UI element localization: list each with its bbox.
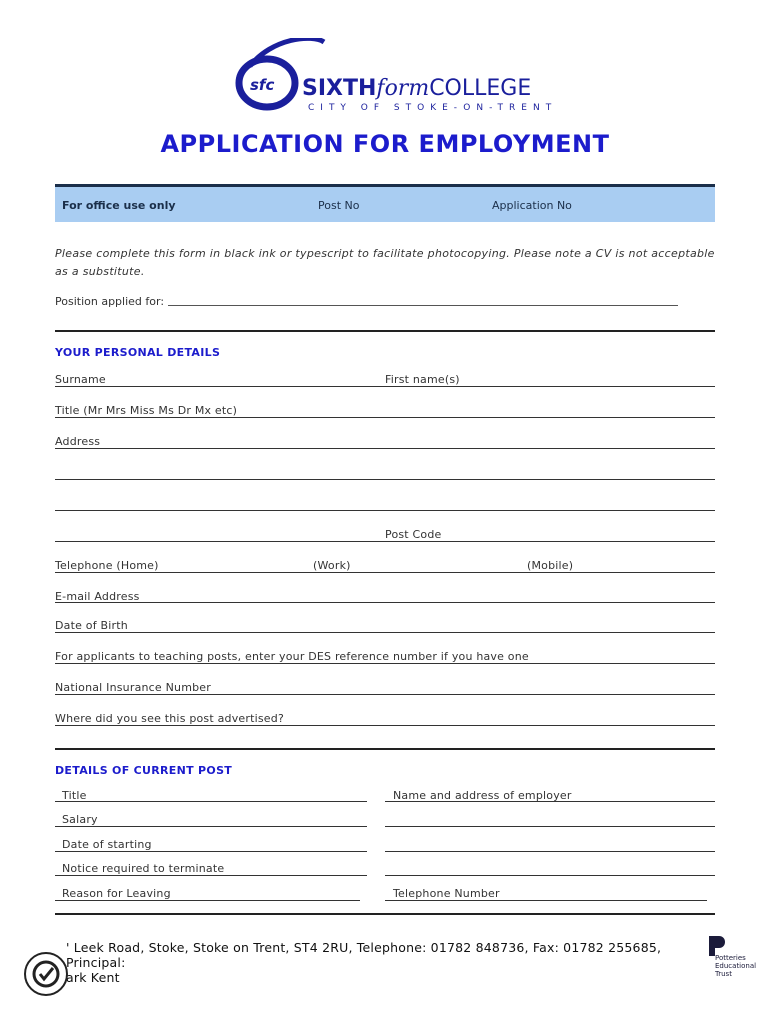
post-code-label: Post Code (385, 528, 442, 541)
footer-line-2: ark Kent (66, 970, 120, 985)
date-start-field[interactable] (55, 851, 367, 852)
office-use-label: For office use only (62, 199, 176, 212)
surname-field[interactable] (55, 386, 715, 387)
employer-field-1[interactable] (385, 801, 715, 802)
address-label: Address (55, 435, 101, 448)
divider (55, 748, 715, 750)
notice-label: Notice required to terminate (62, 862, 225, 875)
advert-field[interactable] (55, 725, 715, 726)
post-title-label: Title (62, 789, 87, 802)
ni-label: National Insurance Number (55, 681, 211, 694)
post-no-label: Post No (318, 199, 360, 212)
des-label: For applicants to teaching posts, enter your DES reference number if you have one (55, 650, 529, 663)
footer-address (66, 940, 716, 985)
dob-label: Date of Birth (55, 619, 128, 632)
email-label: E-mail Address (55, 590, 140, 603)
title-field[interactable] (55, 417, 715, 418)
employer-label: Name and address of employer (393, 789, 572, 802)
logo-form: form (376, 76, 430, 101)
personal-details-heading: YOUR PERSONAL DETAILS (55, 346, 221, 359)
salary-label: Salary (62, 813, 98, 826)
logo-tagline: CITY OF STOKE-ON-TRENT (308, 103, 558, 113)
office-use-bar (55, 184, 715, 222)
dob-field[interactable] (55, 632, 715, 633)
positive-about-disabled-badge-icon (22, 950, 70, 998)
logo-college: COLLEGE (429, 76, 532, 101)
first-names-label: First name(s) (385, 373, 460, 386)
current-post-heading: DETAILS OF CURRENT POST (55, 764, 233, 777)
address-field-1[interactable] (55, 448, 715, 449)
divider (55, 913, 715, 915)
position-label: Position applied for: (55, 295, 165, 308)
surname-label: Surname (55, 373, 106, 386)
tel-home-label: Telephone (Home) (55, 559, 159, 572)
address-field-2[interactable] (55, 479, 715, 480)
tel-mobile-label: (Mobile) (527, 559, 574, 572)
telephone-field[interactable] (55, 572, 715, 573)
address-field-3[interactable] (55, 510, 715, 511)
position-field[interactable] (168, 305, 678, 306)
post-code-field[interactable] (55, 541, 715, 542)
title-label: Title (Mr Mrs Miss Ms Dr Mx etc) (55, 404, 238, 417)
employer-field-3[interactable] (385, 851, 715, 852)
divider (55, 330, 715, 332)
post-title-field[interactable] (55, 801, 367, 802)
logo-sixth: SIXTH (302, 76, 377, 101)
date-start-label: Date of starting (62, 838, 152, 851)
reason-field[interactable] (55, 900, 360, 901)
logo-wordmark (302, 76, 531, 101)
employer-field-2[interactable] (385, 826, 715, 827)
salary-field[interactable] (55, 826, 367, 827)
application-no-label: Application No (492, 199, 572, 212)
intro-text: Please complete this form in black ink or typescript to facilitate photocopying. Please note a CV is not acceptable as a substitute. (55, 247, 715, 278)
advert-label: Where did you see this post advertised? (55, 712, 284, 725)
email-field[interactable] (55, 602, 715, 603)
ni-field[interactable] (55, 694, 715, 695)
footer-line-1: ' Leek Road, Stoke, Stoke on Trent, ST4 2RU, Telephone: 01782 848736, Fax: 01782 255685, Principal: (66, 940, 662, 970)
employer-field-4[interactable] (385, 875, 715, 876)
potteries-trust-text: Potteries Educational Trust (715, 954, 757, 978)
tel-work-label: (Work) (313, 559, 351, 572)
page-title: APPLICATION FOR EMPLOYMENT (160, 130, 610, 158)
logo-mark-text: sfc (250, 76, 275, 94)
reason-label: Reason for Leaving (62, 887, 171, 900)
des-field[interactable] (55, 663, 715, 664)
telephone-number-field[interactable] (385, 900, 707, 901)
notice-field[interactable] (55, 875, 367, 876)
telephone-number-label: Telephone Number (393, 887, 500, 900)
